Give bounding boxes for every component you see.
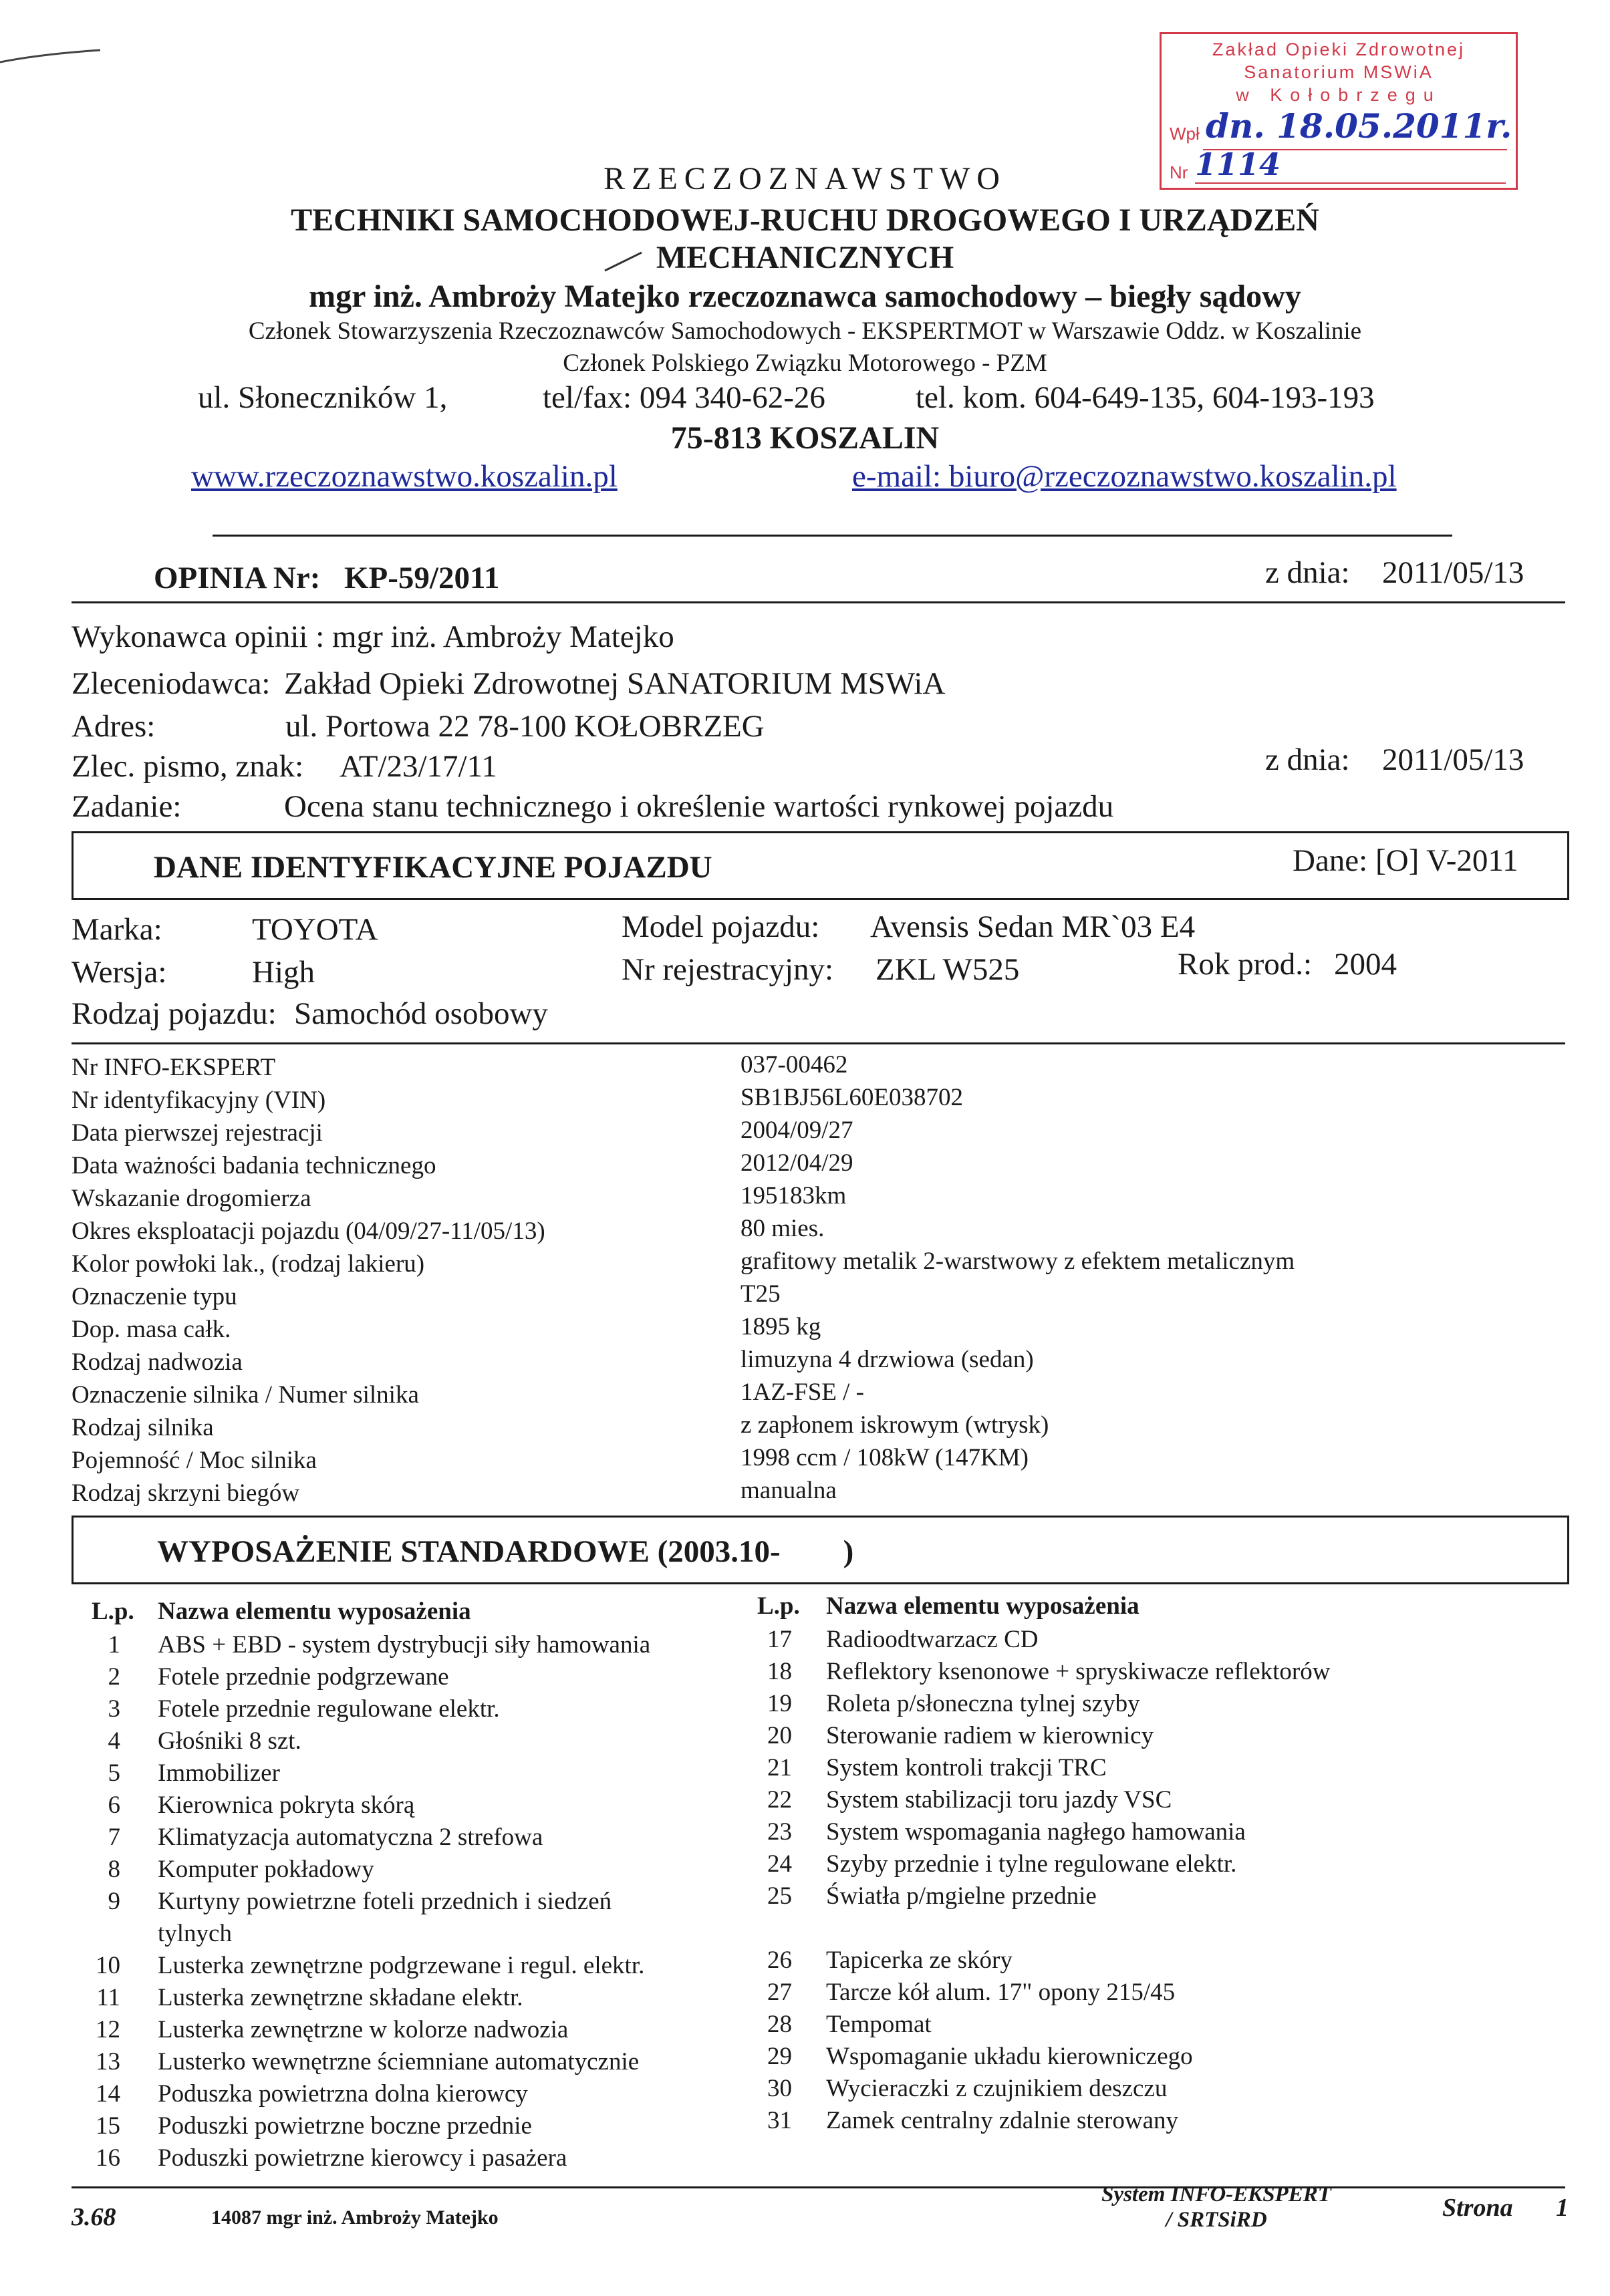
detail-label: Dop. masa całk. — [72, 1316, 231, 1343]
equipment-item: System kontroli trakcji TRC — [826, 1754, 1107, 1781]
equipment-item: Komputer pokładowy — [158, 1856, 374, 1883]
equipment-item: System wspomagania nagłego hamowania — [826, 1818, 1246, 1846]
detail-value: 1AZ-FSE / - — [741, 1379, 864, 1406]
equipment-item: Klimatyzacja automatyczna 2 strefowa — [158, 1824, 543, 1851]
equipment-number: 7 — [108, 1824, 120, 1851]
detail-label: Data pierwszej rejestracji — [72, 1119, 323, 1147]
detail-label: Rodzaj skrzyni biegów — [72, 1479, 300, 1507]
detail-value: limuzyna 4 drzwiowa (sedan) — [741, 1346, 1034, 1373]
letterhead-subtitle-2: MECHANICZNYCH — [656, 240, 954, 275]
detail-label: Rodzaj silnika — [72, 1414, 214, 1441]
equipment-item: Wycieraczki z czujnikiem deszczu — [826, 2075, 1168, 2102]
equipment-item: Lusterka zewnętrzne podgrzewane i regul. elektr. — [158, 1952, 645, 1979]
equipment-section-title: WYPOSAŻENIE STANDARDOWE (2003.10- ) — [157, 1534, 854, 1569]
equipment-item: Immobilizer — [158, 1759, 280, 1787]
address-value: ul. Portowa 22 78-100 KOŁOBRZEG — [285, 709, 765, 744]
detail-value: 2004/09/27 — [741, 1117, 853, 1144]
detail-label: Data ważności badania technicznego — [72, 1152, 436, 1179]
vehicle-section-title: DANE IDENTYFIKACYJNE POJAZDU — [154, 850, 712, 885]
equipment-item: Reflektory ksenonowe + spryskiwacze reflektorów — [826, 1658, 1331, 1685]
task-label: Zadanie: — [72, 789, 182, 824]
equipment-item: Szyby przednie i tylne regulowane elektr. — [826, 1850, 1237, 1878]
vehicle-divider — [72, 1042, 1565, 1044]
client-label: Zleceniodawca: — [72, 666, 271, 701]
address-street: ul. Słoneczników 1, — [198, 380, 448, 415]
equipment-item: Lusterka zewnętrzne w kolorze nadwozia — [158, 2016, 569, 2043]
stamp-line-3: w Kołobrzegu — [1236, 85, 1442, 105]
equipment-number: 6 — [108, 1791, 120, 1819]
letterhead-title: RZECZOZNAWSTWO — [603, 161, 1007, 196]
opinion-number-label: OPINIA Nr: — [154, 561, 321, 595]
email-link[interactable]: e-mail: biuro@rzeczoznawstwo.koszalin.pl — [852, 459, 1397, 494]
detail-value: manualna — [741, 1477, 837, 1504]
equipment-item: Tarcze kół alum. 17" opony 215/45 — [826, 1979, 1176, 2006]
equipment-item-continued: tylnych — [158, 1920, 232, 1947]
equipment-item: Fotele przednie regulowane elektr. — [158, 1695, 500, 1723]
letter-value: AT/23/17/11 — [340, 749, 497, 784]
pen-tick — [601, 247, 648, 274]
footer-page-label: Strona — [1442, 2194, 1513, 2222]
opinion-number: KP-59/2011 — [344, 561, 500, 595]
postal-city: 75-813 KOSZALIN — [670, 420, 940, 456]
vehicle-type-label: Rodzaj pojazdu: — [72, 996, 277, 1031]
equipment-number: 10 — [96, 1952, 120, 1979]
equipment-number: 20 — [767, 1722, 792, 1749]
equipment-number: 16 — [96, 2144, 120, 2172]
equipment-item: Głośniki 8 szt. — [158, 1727, 301, 1755]
equipment-item: Zamek centralny zdalnie sterowany — [826, 2107, 1179, 2134]
equipment-number: 25 — [767, 1882, 792, 1910]
detail-value: 2012/04/29 — [741, 1149, 853, 1177]
equipment-item: Sterowanie radiem w kierownicy — [826, 1722, 1154, 1749]
model-label: Model pojazdu: — [622, 909, 820, 944]
vehicle-section-header — [72, 831, 1569, 900]
equipment-item: Poduszki powietrzne boczne przednie — [158, 2112, 532, 2140]
equipment-number: 31 — [767, 2107, 792, 2134]
equipment-item: ABS + EBD - system dystrybucji siły hamowania — [158, 1631, 651, 1659]
detail-label: Oznaczenie typu — [72, 1283, 237, 1310]
address-label: Adres: — [72, 709, 156, 744]
equipment-section-header — [72, 1516, 1569, 1584]
make-label: Marka: — [72, 912, 162, 947]
model-value: Avensis Sedan MR`03 E4 — [870, 909, 1196, 944]
tel-mobile: tel. kom. 604-649-135, 604-193-193 — [916, 380, 1375, 415]
letterhead-divider — [213, 535, 1452, 537]
equipment-number: 1 — [108, 1631, 120, 1659]
detail-value: 195183km — [741, 1182, 847, 1209]
detail-label: Wskazanie drogomierza — [72, 1185, 311, 1212]
detail-value: 80 mies. — [741, 1215, 825, 1242]
equipment-number: 8 — [108, 1856, 120, 1883]
equipment-number: 19 — [767, 1690, 792, 1717]
website-link[interactable]: www.rzeczoznawstwo.koszalin.pl — [191, 459, 618, 494]
detail-label: Rodzaj nadwozia — [72, 1348, 243, 1376]
equipment-number: 11 — [96, 1984, 120, 2011]
equipment-number: 17 — [767, 1626, 792, 1653]
equipment-number: 22 — [767, 1786, 792, 1814]
detail-value: grafitowy metalik 2-warstwowy z efektem metalicznym — [741, 1248, 1295, 1275]
opinion-divider — [72, 601, 1565, 603]
equipment-number: 4 — [108, 1727, 120, 1755]
equipment-item: Światła p/mgielne przednie — [826, 1882, 1097, 1910]
detail-value: SB1BJ56L60E038702 — [741, 1084, 964, 1111]
equipment-number: 5 — [108, 1759, 120, 1787]
equipment-item: Lusterko wewnętrzne ściemniane automatycznie — [158, 2048, 640, 2075]
equipment-item: Poduszki powietrzne kierowcy i pasażera — [158, 2144, 567, 2172]
opinion-date: 2011/05/13 — [1382, 555, 1524, 590]
membership-2: Członek Polskiego Związku Motorowego - PZM — [563, 349, 1047, 377]
equipment-number: 3 — [108, 1695, 120, 1723]
registration-value: ZKL W525 — [876, 952, 1020, 987]
equipment-item: Poduszka powietrzna dolna kierowcy — [158, 2080, 528, 2108]
equipment-item: Tempomat — [826, 2011, 932, 2038]
equipment-item: System stabilizacji toru jazdy VSC — [826, 1786, 1172, 1814]
stamp-date-handwritten: dn. 18.05.2011r. — [1206, 106, 1512, 146]
membership-1: Członek Stowarzyszenia Rzeczoznawców Samochodowych - EKSPERTMOT w Warszawie Oddz. w Koszalinie — [248, 317, 1362, 345]
equipment-item: Roleta p/słoneczna tylnej szyby — [826, 1690, 1140, 1717]
stamp-line-1: Zakład Opieki Zdrowotnej — [1212, 39, 1466, 59]
footer-system: System INFO-EKSPERT — [1101, 2182, 1331, 2206]
equipment-lp-header-right: L.p. — [757, 1592, 800, 1620]
footer-author: 14087 mgr inż. Ambroży Matejko — [211, 2206, 499, 2229]
detail-label: Oznaczenie silnika / Numer silnika — [72, 1381, 419, 1409]
equipment-name-header: Nazwa elementu wyposażenia — [158, 1598, 471, 1625]
detail-label: Kolor powłoki lak., (rodzaj lakieru) — [72, 1250, 425, 1278]
detail-label: Pojemność / Moc silnika — [72, 1447, 317, 1474]
stamp-line-2: Sanatorium MSWiA — [1244, 62, 1434, 82]
opinion-date-label: z dnia: — [1265, 555, 1350, 590]
detail-value: 037-00462 — [741, 1051, 848, 1079]
vehicle-type: Samochód osobowy — [294, 996, 548, 1031]
equipment-number: 28 — [767, 2011, 792, 2038]
letter-date: 2011/05/13 — [1382, 742, 1524, 777]
stamp-nr-label: Nr — [1170, 162, 1188, 182]
equipment-lp-header: L.p. — [92, 1598, 134, 1625]
equipment-number: 2 — [108, 1663, 120, 1691]
equipment-name-header-right: Nazwa elementu wyposażenia — [826, 1592, 1139, 1620]
equipment-item: Tapicerka ze skóry — [826, 1947, 1013, 1974]
footer-version: 3.68 — [72, 2203, 116, 2231]
version-value: High — [252, 955, 315, 990]
production-year: 2004 — [1334, 947, 1397, 982]
detail-value: 1998 ccm / 108kW (147KM) — [741, 1444, 1029, 1471]
version-label: Wersja: — [72, 955, 167, 990]
letter-date-label: z dnia: — [1265, 742, 1350, 777]
detail-label: Nr INFO-EKSPERT — [72, 1054, 276, 1081]
equipment-item: Wspomaganie układu kierowniczego — [826, 2043, 1193, 2070]
vehicle-data-source: Dane: [O] V-2011 — [1293, 843, 1518, 878]
equipment-number: 13 — [96, 2048, 120, 2075]
detail-value: 1895 kg — [741, 1313, 821, 1340]
detail-value: z zapłonem iskrowym (wtrysk) — [741, 1411, 1049, 1439]
equipment-number: 26 — [767, 1947, 792, 1974]
equipment-item: Fotele przednie podgrzewane — [158, 1663, 449, 1691]
equipment-number: 18 — [767, 1658, 792, 1685]
equipment-item: Kierownica pokryta skórą — [158, 1791, 415, 1819]
registration-label: Nr rejestracyjny: — [622, 952, 834, 987]
letterhead-subtitle: TECHNIKI SAMOCHODOWEJ-RUCHU DROGOWEGO I URZĄDZEŃ — [291, 202, 1319, 238]
equipment-number: 23 — [767, 1818, 792, 1846]
equipment-number: 14 — [96, 2080, 120, 2108]
equipment-item: Radioodtwarzacz CD — [826, 1626, 1039, 1653]
stamp-wpl-label: Wpł — [1170, 124, 1200, 144]
equipment-number: 9 — [108, 1888, 120, 1915]
production-year-label: Rok prod.: — [1178, 947, 1313, 982]
client-value: Zakład Opieki Zdrowotnej SANATORIUM MSWiA — [284, 666, 946, 701]
equipment-number: 30 — [767, 2075, 792, 2102]
expert-name: mgr inż. Ambroży Matejko rzeczoznawca samochodowy – biegły sądowy — [309, 279, 1301, 314]
detail-label: Nr identyfikacyjny (VIN) — [72, 1087, 326, 1114]
stamp-number-handwritten: 1114 — [1195, 146, 1281, 182]
tel-fax: tel/fax: 094 340-62-26 — [543, 380, 825, 415]
task-value: Ocena stanu technicznego i określenie wartości rynkowej pojazdu — [284, 789, 1114, 824]
pen-mark — [0, 37, 114, 70]
opinion-executor: Wykonawca opinii : mgr inż. Ambroży Matejko — [72, 619, 674, 654]
letter-label: Zlec. pismo, znak: — [72, 749, 304, 784]
equipment-number: 12 — [96, 2016, 120, 2043]
footer-page-number: 1 — [1556, 2194, 1569, 2222]
footer-system-2: / SRTSiRD — [1166, 2208, 1267, 2232]
detail-label: Okres eksploatacji pojazdu (04/09/27-11/05/13) — [72, 1217, 545, 1245]
equipment-item: Lusterka zewnętrzne składane elektr. — [158, 1984, 523, 2011]
equipment-item: Kurtyny powietrzne foteli przednich i siedzeń — [158, 1888, 612, 1915]
equipment-number: 24 — [767, 1850, 792, 1878]
equipment-number: 27 — [767, 1979, 792, 2006]
equipment-number: 15 — [96, 2112, 120, 2140]
make-value: TOYOTA — [252, 912, 378, 947]
detail-value: T25 — [741, 1280, 781, 1308]
equipment-number: 21 — [767, 1754, 792, 1781]
equipment-number: 29 — [767, 2043, 792, 2070]
